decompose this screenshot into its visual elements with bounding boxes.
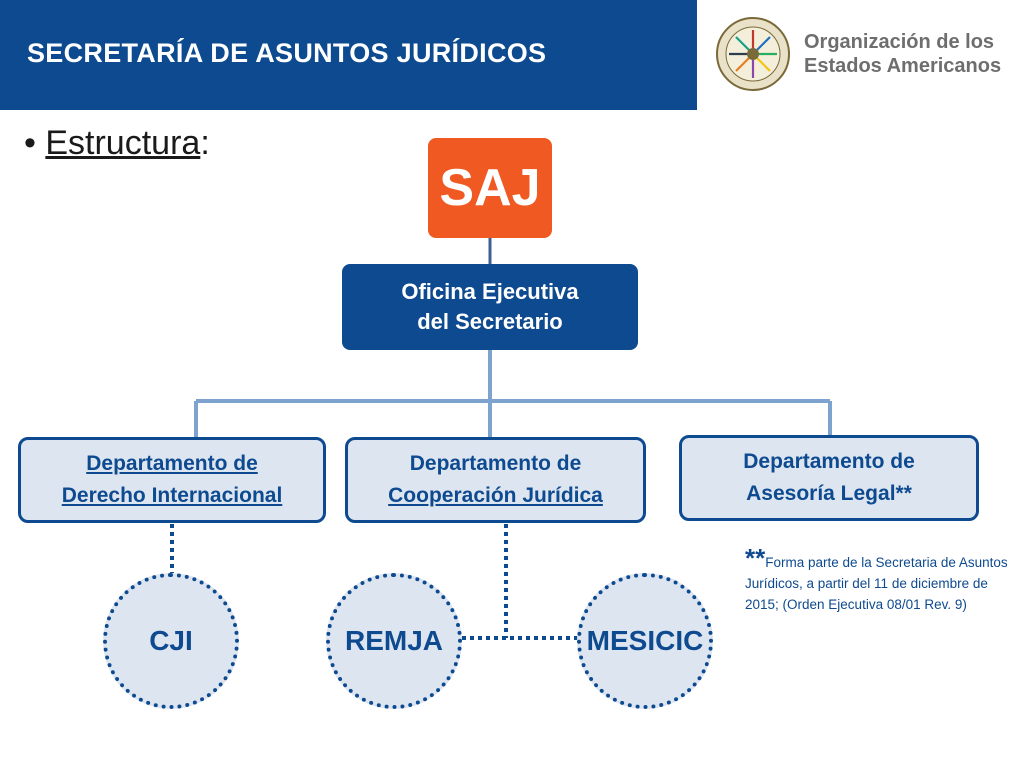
- bullet-symbol: •: [24, 124, 36, 162]
- department-line2: Asesoría Legal**: [746, 482, 912, 505]
- footnote-text: Forma parte de la Secretaria de Asuntos Jurídicos, a partir del 11 de diciembre de 2015; (Orden Ejecutiva 08/01 Rev. 9): [745, 555, 1008, 612]
- office-line2: del Secretario: [417, 309, 563, 334]
- office-box: [342, 264, 638, 350]
- department-asesoria-legal: [679, 435, 979, 521]
- org-name-line1: Organización de los: [804, 31, 995, 53]
- department-line2: Cooperación Jurídica: [388, 484, 603, 507]
- department-line1: Departamento de: [743, 450, 915, 473]
- body-remja: REMJA: [326, 573, 462, 709]
- footnote: [745, 543, 1020, 615]
- body-mesicic: MESICIC: [577, 573, 713, 709]
- department-cooperacion-juridica[interactable]: [345, 437, 646, 523]
- org-name-line2: Estados Americanos: [804, 55, 1002, 77]
- department-derecho-internacional[interactable]: [18, 437, 326, 523]
- section-heading-suffix: :: [200, 124, 210, 162]
- footnote-stars: **: [745, 543, 766, 573]
- office-line1: Oficina Ejecutiva: [401, 279, 579, 304]
- saj-box: SAJ: [428, 138, 552, 238]
- department-line1: Departamento de: [86, 452, 258, 475]
- department-line1: Departamento de: [409, 452, 582, 475]
- department-line2: Derecho Internacional: [61, 484, 283, 507]
- section-heading-label: Estructura: [45, 124, 201, 162]
- body-cji: CJI: [103, 573, 239, 709]
- page-title: SECRETARÍA DE ASUNTOS JURÍDICOS: [27, 38, 547, 68]
